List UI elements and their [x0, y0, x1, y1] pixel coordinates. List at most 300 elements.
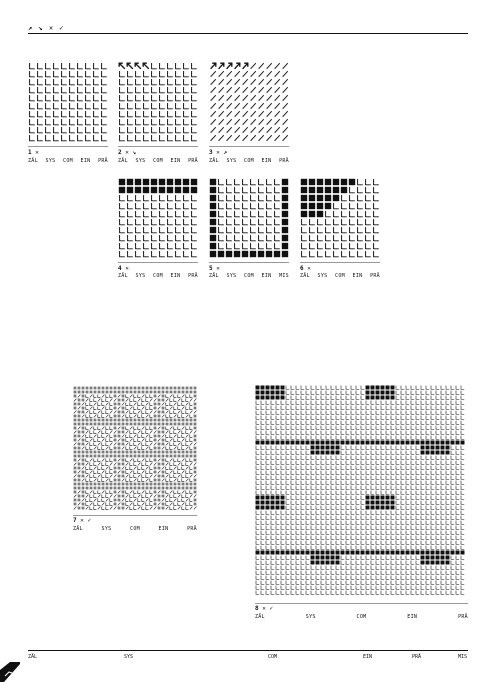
grid-cell — [446, 431, 449, 435]
grid-cell — [401, 491, 404, 495]
grid-cell — [376, 441, 380, 445]
grid-cell — [286, 511, 289, 515]
grid-cell — [130, 498, 133, 501]
grid-cell — [266, 551, 270, 555]
grid-cell — [281, 391, 285, 395]
grid-cell — [276, 531, 279, 535]
grid-cell — [251, 243, 256, 249]
grid-cell — [334, 227, 339, 233]
grid-cell — [127, 179, 133, 185]
grid-cell — [371, 431, 374, 435]
grid-cell — [78, 71, 83, 77]
grid-cell — [144, 111, 149, 117]
grid-cell — [371, 556, 374, 560]
grid-cell — [325, 179, 331, 185]
grid-cell — [356, 481, 359, 485]
grid-cell — [451, 471, 454, 475]
grid-cell — [106, 462, 109, 465]
grid-cell — [351, 556, 354, 560]
grid-cell — [396, 531, 399, 535]
grid-cell — [30, 87, 35, 93]
grid-cell — [286, 441, 290, 445]
grid-cell — [306, 516, 309, 520]
grid-cell — [321, 546, 324, 550]
grid-cell — [316, 551, 320, 555]
grid-cell — [451, 411, 454, 415]
grid-cell — [316, 441, 320, 445]
grid-cell — [184, 63, 189, 69]
grid-cell — [122, 479, 125, 482]
grid-cell — [170, 487, 173, 490]
grid-cell — [243, 103, 248, 109]
grid-cell — [451, 586, 454, 590]
grid-cell — [361, 586, 364, 590]
grid-cell — [158, 467, 161, 470]
grid-cell — [421, 401, 424, 405]
grid-cell — [178, 391, 181, 394]
grid-cell — [266, 396, 270, 400]
grid-cell — [94, 430, 97, 433]
grid-cell — [106, 487, 109, 490]
grid-cell — [154, 407, 157, 410]
grid-cell — [154, 479, 157, 482]
grid-cell — [376, 521, 379, 525]
grid-cell — [281, 456, 284, 460]
grid-cell — [261, 421, 264, 425]
grid-cell — [291, 566, 294, 570]
grid-cell — [86, 490, 89, 493]
grid-cell — [256, 521, 259, 525]
grid-cell — [396, 476, 399, 480]
grid-cell — [396, 466, 399, 470]
grid-cell — [436, 491, 439, 495]
grid-cell — [190, 490, 193, 493]
grid-cell — [366, 219, 371, 225]
grid-cell — [361, 551, 365, 555]
grid-cell — [235, 119, 240, 125]
grid-cell — [301, 546, 304, 550]
grid-cell — [256, 476, 259, 480]
grid-cell — [351, 531, 354, 535]
panel-7-label: PRÄ — [187, 526, 197, 532]
grid-cell — [118, 487, 121, 490]
grid-cell — [356, 521, 359, 525]
grid-cell — [271, 531, 274, 535]
panel-4-caption: 4 ✕ — [118, 265, 129, 272]
grid-cell — [46, 71, 51, 77]
grid-cell — [166, 419, 169, 422]
grid-cell — [431, 466, 434, 470]
grid-cell — [152, 235, 157, 241]
grid-cell — [316, 486, 319, 490]
grid-cell — [316, 506, 319, 510]
grid-cell — [301, 456, 304, 460]
grid-cell — [346, 456, 349, 460]
grid-cell — [301, 576, 304, 580]
grid-cell — [267, 111, 272, 117]
grid-cell — [182, 430, 185, 433]
grid-cell — [102, 466, 105, 469]
grid-cell — [386, 556, 389, 560]
grid-cell — [361, 421, 364, 425]
grid-cell — [182, 395, 185, 398]
grid-cell — [431, 511, 434, 515]
grid-cell — [158, 407, 161, 410]
grid-cell — [160, 111, 165, 117]
grid-cell — [376, 541, 379, 545]
grid-cell — [176, 111, 181, 117]
grid-cell — [142, 395, 145, 398]
grid-cell — [381, 406, 384, 410]
grid-cell — [98, 394, 101, 397]
grid-cell — [261, 441, 265, 445]
grid-cell — [261, 416, 264, 420]
grid-cell — [166, 487, 169, 490]
grid-cell — [286, 546, 289, 550]
grid-cell — [446, 471, 449, 475]
grid-cell — [122, 415, 125, 418]
grid-cell — [366, 546, 369, 550]
panel-8-labels — [255, 614, 468, 620]
grid-cell — [266, 421, 269, 425]
grid-cell — [326, 227, 331, 233]
grid-cell — [461, 591, 464, 595]
grid-cell — [326, 243, 331, 249]
grid-cell — [361, 546, 364, 550]
grid-cell — [446, 561, 450, 565]
grid-cell — [162, 475, 165, 478]
grid-cell — [134, 458, 137, 461]
grid-cell — [178, 502, 181, 505]
grid-cell — [128, 119, 133, 125]
grid-cell — [356, 526, 359, 530]
grid-cell — [281, 451, 284, 455]
grid-cell — [451, 566, 454, 570]
grid-cell — [441, 541, 444, 545]
grid-cell — [301, 391, 304, 395]
grid-cell — [174, 403, 177, 406]
grid-cell — [441, 441, 445, 445]
grid-cell — [271, 511, 274, 515]
grid-cell — [331, 566, 334, 570]
grid-cell — [219, 211, 224, 217]
grid-cell — [461, 481, 464, 485]
grid-cell — [186, 506, 189, 509]
grid-cell — [271, 401, 274, 405]
grid-cell — [174, 499, 177, 502]
grid-cell — [296, 491, 299, 495]
grid-cell — [446, 551, 450, 555]
grid-cell — [406, 446, 409, 450]
grid-cell — [356, 506, 359, 510]
grid-cell — [266, 561, 269, 565]
grid-cell — [436, 581, 439, 585]
grid-cell — [142, 407, 145, 410]
grid-cell — [326, 541, 329, 545]
grid-cell — [341, 506, 344, 510]
grid-cell — [401, 521, 404, 525]
grid-cell — [158, 411, 161, 414]
grid-cell — [371, 451, 374, 455]
grid-cell — [178, 411, 181, 414]
grid-cell — [190, 434, 193, 437]
grid-cell — [126, 431, 129, 434]
grid-cell — [110, 466, 113, 469]
grid-cell — [158, 503, 161, 506]
grid-cell — [86, 446, 89, 449]
grid-cell — [142, 427, 145, 430]
grid-cell — [62, 71, 67, 77]
grid-cell — [86, 414, 89, 417]
grid-cell — [190, 458, 193, 461]
grid-cell — [102, 395, 105, 398]
grid-cell — [406, 411, 409, 415]
grid-cell — [142, 446, 145, 449]
grid-cell — [336, 501, 339, 505]
grid-cell — [122, 475, 125, 478]
grid-cell — [234, 251, 240, 257]
panel-1-label: SYS — [45, 158, 56, 164]
grid-cell — [411, 396, 414, 400]
grid-cell — [461, 456, 464, 460]
grid-cell — [74, 479, 77, 482]
grid-cell — [426, 476, 429, 480]
grid-cell — [346, 536, 349, 540]
grid-cell — [227, 103, 232, 109]
grid-cell — [170, 506, 173, 509]
grid-cell — [371, 491, 374, 495]
grid-cell — [421, 501, 424, 505]
grid-cell — [321, 556, 325, 560]
grid-cell — [110, 411, 113, 414]
grid-cell — [166, 478, 169, 481]
grid-cell — [150, 399, 153, 402]
grid-cell — [106, 483, 109, 486]
grid-cell — [74, 419, 77, 422]
grid-cell — [381, 421, 384, 425]
grid-cell — [166, 431, 169, 434]
grid-cell — [351, 516, 354, 520]
grid-cell — [186, 490, 189, 493]
grid-cell — [374, 243, 379, 249]
grid-cell — [301, 516, 304, 520]
grid-cell — [336, 536, 339, 540]
grid-cell — [431, 431, 434, 435]
grid-cell — [461, 451, 464, 455]
grid-cell — [291, 546, 294, 550]
grid-cell — [166, 470, 169, 473]
panel-4-label: COM — [153, 273, 163, 279]
grid-cell — [334, 211, 339, 217]
grid-cell — [134, 438, 137, 441]
grid-cell — [114, 479, 117, 482]
grid-cell — [192, 203, 197, 209]
grid-cell — [336, 471, 339, 475]
grid-cell — [396, 426, 399, 430]
grid-cell — [391, 506, 395, 510]
grid-cell — [266, 471, 269, 475]
grid-cell — [154, 427, 157, 430]
grid-cell — [176, 79, 181, 85]
grid-cell — [371, 591, 374, 595]
grid-cell — [126, 478, 129, 481]
grid-cell — [416, 551, 420, 555]
grid-cell — [138, 483, 141, 486]
grid-cell — [421, 386, 424, 390]
grid-cell — [301, 506, 304, 510]
grid-cell — [436, 411, 439, 415]
grid-cell — [431, 536, 434, 540]
grid-cell — [82, 427, 85, 430]
grid-cell — [267, 135, 272, 141]
grid-cell — [192, 63, 197, 69]
grid-cell — [356, 531, 359, 535]
grid-cell — [210, 203, 216, 209]
grid-cell — [94, 458, 97, 461]
grid-cell — [142, 423, 145, 426]
grid-cell — [146, 387, 149, 390]
grid-cell — [283, 111, 288, 117]
grid-cell — [120, 235, 125, 241]
grid-cell — [376, 526, 379, 530]
grid-cell — [411, 511, 414, 515]
grid-cell — [136, 195, 141, 201]
grid-cell — [461, 416, 464, 420]
grid-cell — [182, 427, 185, 430]
grid-cell — [219, 71, 224, 77]
grid-cell — [160, 87, 165, 93]
grid-cell — [150, 475, 153, 478]
grid-cell — [144, 235, 149, 241]
grid-cell — [371, 486, 374, 490]
grid-cell — [130, 395, 133, 398]
grid-cell — [326, 401, 329, 405]
grid-cell — [186, 387, 189, 390]
grid-cell — [341, 511, 344, 515]
grid-cell — [386, 431, 389, 435]
grid-cell — [446, 536, 449, 540]
grid-cell — [174, 406, 177, 409]
grid-cell — [261, 506, 265, 510]
grid-cell — [86, 394, 89, 397]
panel-7-label: COM — [130, 526, 140, 532]
grid-cell — [406, 556, 409, 560]
grid-cell — [406, 486, 409, 490]
grid-cell — [386, 436, 389, 440]
grid-cell — [396, 561, 399, 565]
grid-cell — [351, 481, 354, 485]
grid-cell — [102, 414, 105, 417]
grid-cell — [281, 511, 284, 515]
grid-cell — [376, 536, 379, 540]
grid-cell — [46, 127, 51, 133]
grid-cell — [118, 391, 121, 394]
grid-cell — [256, 481, 259, 485]
grid-cell — [331, 521, 334, 525]
grid-cell — [351, 576, 354, 580]
grid-cell — [146, 506, 149, 509]
grid-cell — [366, 566, 369, 570]
grid-cell — [146, 438, 149, 441]
grid-cell — [134, 398, 137, 401]
grid-cell — [146, 499, 149, 502]
grid-cell — [194, 507, 197, 510]
grid-cell — [256, 526, 259, 530]
grid-cell — [271, 431, 274, 435]
grid-cell — [142, 487, 145, 490]
grid-cell — [446, 421, 449, 425]
grid-cell — [366, 541, 369, 545]
grid-cell — [118, 407, 121, 410]
grid-cell — [94, 63, 99, 69]
grid-cell — [138, 394, 141, 397]
grid-cell — [182, 439, 185, 442]
grid-cell — [321, 421, 324, 425]
grid-cell — [401, 591, 404, 595]
grid-cell — [341, 541, 344, 545]
grid-cell — [461, 491, 464, 495]
grid-cell — [441, 511, 444, 515]
grid-cell — [381, 516, 384, 520]
grid-cell — [386, 461, 389, 465]
grid-cell — [256, 391, 260, 395]
grid-cell — [136, 87, 141, 93]
grid-cell — [291, 576, 294, 580]
grid-cell — [391, 546, 394, 550]
grid-cell — [154, 431, 157, 434]
grid-cell — [98, 446, 101, 449]
grid-cell — [411, 426, 414, 430]
grid-cell — [401, 396, 404, 400]
grid-cell — [174, 494, 177, 497]
grid-cell — [118, 395, 121, 398]
grid-cell — [446, 586, 449, 590]
grid-cell — [94, 435, 97, 438]
grid-cell — [451, 461, 454, 465]
grid-cell — [184, 127, 189, 133]
grid-cell — [411, 446, 414, 450]
grid-cell — [126, 466, 129, 469]
grid-cell — [341, 566, 344, 570]
grid-cell — [281, 546, 284, 550]
grid-cell — [441, 566, 444, 570]
grid-cell — [401, 581, 404, 585]
grid-cell — [275, 63, 280, 69]
grid-cell — [306, 451, 309, 455]
grid-cell — [286, 451, 289, 455]
grid-cell — [120, 95, 125, 101]
grid-cell — [350, 187, 355, 193]
grid-cell — [152, 135, 157, 141]
grid-cell — [135, 63, 141, 69]
grid-cell — [30, 95, 35, 101]
grid-cell — [276, 416, 279, 420]
grid-cell — [78, 399, 81, 402]
grid-cell — [456, 511, 459, 515]
grid-cell — [174, 410, 177, 413]
grid-cell — [296, 461, 299, 465]
grid-cell — [396, 451, 399, 455]
grid-cell — [306, 521, 309, 525]
grid-cell — [321, 586, 324, 590]
grid-cell — [144, 243, 149, 249]
grid-cell — [160, 103, 165, 109]
grid-cell — [436, 386, 439, 390]
grid-cell — [276, 521, 279, 525]
grid-cell — [122, 407, 125, 410]
grid-cell — [174, 438, 177, 441]
grid-cell — [82, 403, 85, 406]
